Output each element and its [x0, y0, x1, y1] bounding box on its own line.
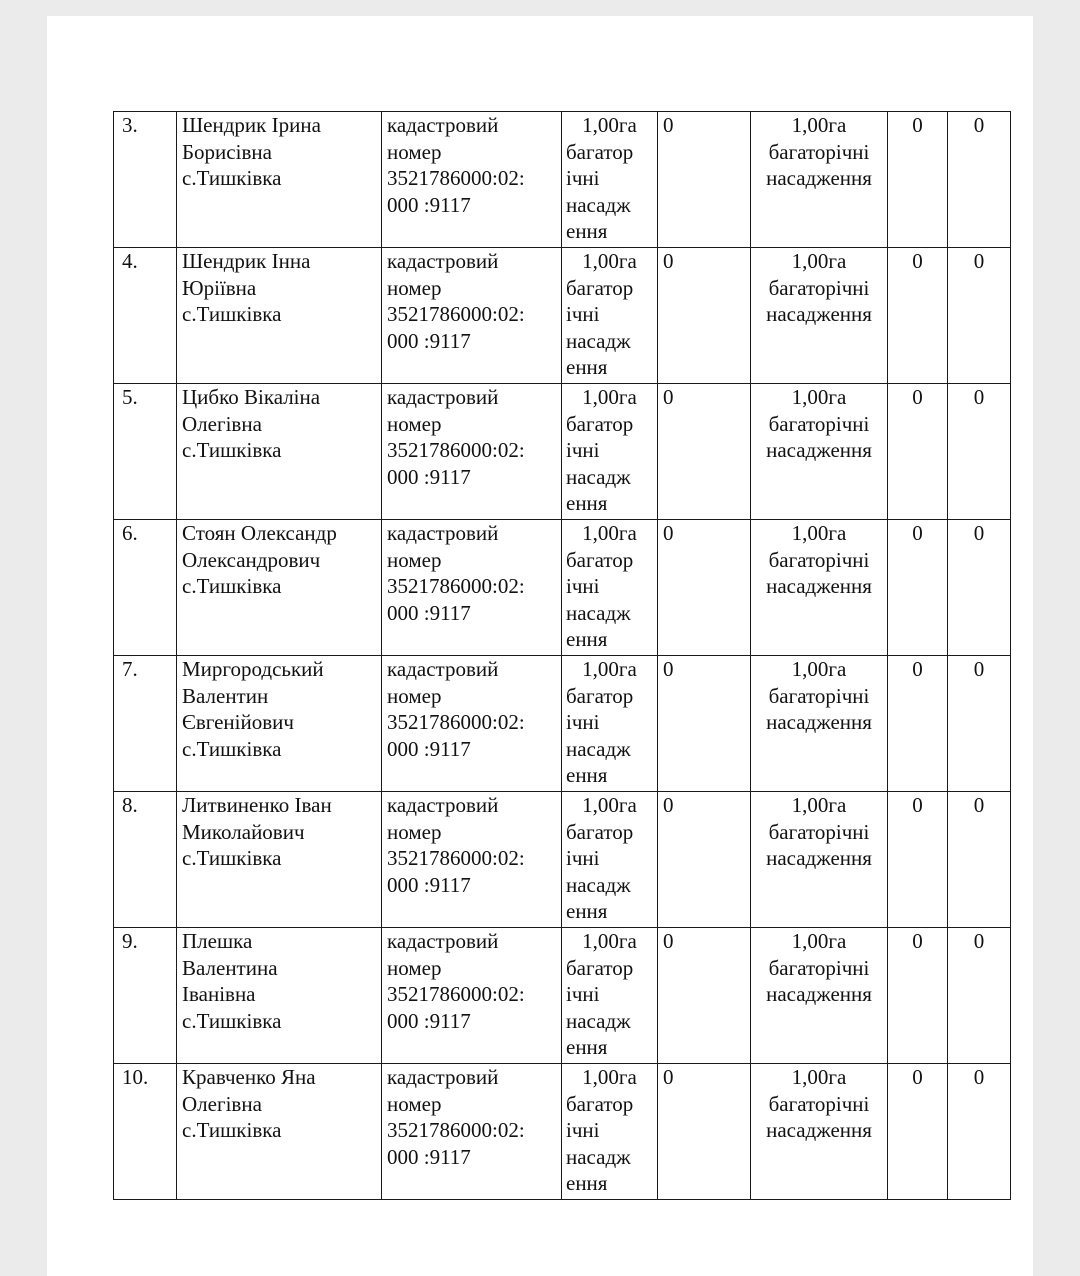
- value-cell-b: 0: [948, 384, 1011, 520]
- cadastral-line: 3521786000:02:: [387, 574, 525, 598]
- table-row: [114, 112, 1011, 248]
- row-number: 9.: [114, 928, 177, 1064]
- area-line: багатор: [566, 819, 634, 844]
- area-line: ічні: [566, 438, 600, 462]
- area-line: багатор: [566, 547, 634, 572]
- land-type-line: насадження: [766, 302, 872, 326]
- value-cell-a: 0: [888, 248, 948, 384]
- owner-name-cell: [177, 112, 382, 248]
- owner-name-line: Олегівна: [182, 411, 262, 436]
- cadastral-cell: [382, 1064, 562, 1200]
- land-type-line: багаторічні: [768, 683, 870, 708]
- owner-village: с.Тишківка: [182, 736, 282, 761]
- owner-name-cell: [177, 792, 382, 928]
- cadastral-line: номер: [387, 547, 442, 572]
- owner-name-cell: [177, 248, 382, 384]
- row-number: 7.: [114, 656, 177, 792]
- cadastral-line: номер: [387, 955, 442, 980]
- zero-cell: 0: [658, 1064, 751, 1200]
- cadastral-line: 3521786000:02:: [387, 982, 525, 1006]
- value-cell-b: 0: [948, 520, 1011, 656]
- land-type-cell: [751, 792, 888, 928]
- area-line: 1,00га: [582, 113, 637, 137]
- cadastral-line: номер: [387, 411, 442, 436]
- area-line: 1,00га: [582, 657, 637, 681]
- area-line: ічні: [566, 710, 600, 734]
- owner-name-line: Євгенійович: [182, 710, 294, 734]
- cadastral-line: кадастровий: [387, 385, 499, 409]
- land-type-line: насадження: [766, 710, 872, 734]
- cadastral-line: 3521786000:02:: [387, 166, 525, 190]
- land-type-line: багаторічні: [768, 1091, 870, 1116]
- table-row: [114, 520, 1011, 656]
- land-type-line: багаторічні: [768, 139, 870, 164]
- land-type-cell: [751, 112, 888, 248]
- owner-village: с.Тишківка: [182, 1008, 282, 1033]
- area-line: ення: [566, 355, 608, 379]
- owner-village: с.Тишківка: [182, 846, 282, 870]
- land-type-line: насадження: [766, 1118, 872, 1142]
- owner-name-cell: [177, 656, 382, 792]
- owner-name-cell: [177, 1064, 382, 1200]
- area-line: ічні: [566, 574, 600, 598]
- row-number: 3.: [114, 112, 177, 248]
- land-type-line: насадження: [766, 166, 872, 190]
- owner-name-line: Стоян Олександр: [182, 521, 337, 545]
- land-type-line: 1,00га: [791, 249, 847, 273]
- owner-name-line: Плешка: [182, 929, 253, 953]
- cadastral-line: 000 :9117: [387, 192, 471, 217]
- area-line: ічні: [566, 846, 600, 870]
- area-line: ення: [566, 763, 608, 787]
- land-type-cell: [751, 248, 888, 384]
- row-number: 8.: [114, 792, 177, 928]
- zero-cell: 0: [658, 112, 751, 248]
- area-line: багатор: [566, 139, 634, 164]
- value-cell-a: 0: [888, 384, 948, 520]
- area-line: багатор: [566, 1091, 634, 1116]
- table-row: [114, 928, 1011, 1064]
- cadastral-line: 3521786000:02:: [387, 846, 525, 870]
- owner-name-line: Миколайович: [182, 819, 305, 844]
- cadastral-line: кадастровий: [387, 657, 499, 681]
- area-cell: [562, 792, 658, 928]
- land-type-line: багаторічні: [768, 819, 870, 844]
- cadastral-line: 000 :9117: [387, 1008, 471, 1033]
- cadastral-cell: [382, 520, 562, 656]
- land-type-line: 1,00га: [791, 385, 847, 409]
- area-line: насадж: [566, 1008, 631, 1033]
- land-type-line: багаторічні: [768, 547, 870, 572]
- cadastral-line: 000 :9117: [387, 1144, 471, 1169]
- row-number: 10.: [114, 1064, 177, 1200]
- cadastral-line: номер: [387, 1091, 442, 1116]
- area-line: багатор: [566, 683, 634, 708]
- owner-name-cell: [177, 928, 382, 1064]
- value-cell-b: 0: [948, 112, 1011, 248]
- land-type-line: 1,00га: [791, 657, 847, 681]
- land-allocation-table: [113, 111, 1011, 1200]
- area-line: ення: [566, 899, 608, 923]
- land-type-line: багаторічні: [768, 955, 870, 980]
- area-cell: [562, 112, 658, 248]
- cadastral-line: 3521786000:02:: [387, 302, 525, 326]
- cadastral-line: 3521786000:02:: [387, 710, 525, 734]
- zero-cell: 0: [658, 248, 751, 384]
- owner-name-cell: [177, 520, 382, 656]
- value-cell-b: 0: [948, 656, 1011, 792]
- owner-name-line: Валентин: [182, 683, 269, 708]
- cadastral-cell: [382, 384, 562, 520]
- area-line: 1,00га: [582, 249, 637, 273]
- area-line: 1,00га: [582, 385, 637, 409]
- owner-name-line: Литвиненко Іван: [182, 793, 332, 817]
- land-type-cell: [751, 520, 888, 656]
- row-number: 5.: [114, 384, 177, 520]
- table-body: [114, 112, 1011, 1200]
- area-line: насадж: [566, 600, 631, 625]
- value-cell-b: 0: [948, 928, 1011, 1064]
- row-number: 4.: [114, 248, 177, 384]
- cadastral-line: кадастровий: [387, 113, 499, 137]
- cadastral-line: 000 :9117: [387, 328, 471, 353]
- area-line: насадж: [566, 736, 631, 761]
- owner-village: с.Тишківка: [182, 438, 282, 462]
- area-line: 1,00га: [582, 793, 637, 817]
- land-type-line: 1,00га: [791, 521, 847, 545]
- owner-name-line: Борисівна: [182, 139, 272, 164]
- owner-village: с.Тишківка: [182, 302, 282, 326]
- land-type-line: 1,00га: [791, 1065, 847, 1089]
- land-type-line: насадження: [766, 574, 872, 598]
- table-row: [114, 792, 1011, 928]
- cadastral-cell: [382, 928, 562, 1064]
- value-cell-a: 0: [888, 112, 948, 248]
- land-type-line: багаторічні: [768, 411, 870, 436]
- table-row: [114, 656, 1011, 792]
- cadastral-line: 3521786000:02:: [387, 1118, 525, 1142]
- area-line: ічні: [566, 166, 600, 190]
- land-type-cell: [751, 384, 888, 520]
- area-line: багатор: [566, 955, 634, 980]
- cadastral-line: кадастровий: [387, 521, 499, 545]
- land-type-cell: [751, 1064, 888, 1200]
- value-cell-a: 0: [888, 928, 948, 1064]
- land-type-line: насадження: [766, 846, 872, 870]
- owner-village: с.Тишківка: [182, 166, 282, 190]
- owner-name-line: Іванівна: [182, 982, 256, 1006]
- owner-name-line: Шендрик Ірина: [182, 113, 321, 137]
- area-cell: [562, 656, 658, 792]
- land-type-cell: [751, 928, 888, 1064]
- row-number: 6.: [114, 520, 177, 656]
- area-line: ічні: [566, 982, 600, 1006]
- cadastral-cell: [382, 656, 562, 792]
- area-cell: [562, 384, 658, 520]
- land-type-line: 1,00га: [791, 793, 847, 817]
- owner-name-cell: [177, 384, 382, 520]
- cadastral-line: 000 :9117: [387, 600, 471, 625]
- cadastral-line: номер: [387, 275, 442, 300]
- cadastral-line: кадастровий: [387, 929, 499, 953]
- area-line: багатор: [566, 275, 634, 300]
- area-cell: [562, 248, 658, 384]
- area-line: ення: [566, 219, 608, 243]
- owner-name-line: Кравченко Яна: [182, 1065, 316, 1089]
- area-line: насадж: [566, 1144, 631, 1169]
- area-line: ічні: [566, 302, 600, 326]
- owner-name-line: Олегівна: [182, 1091, 262, 1116]
- owner-name-line: Цибко Вікаліна: [182, 385, 321, 409]
- area-cell: [562, 520, 658, 656]
- area-line: ення: [566, 627, 608, 651]
- zero-cell: 0: [658, 928, 751, 1064]
- table-row: [114, 384, 1011, 520]
- value-cell-a: 0: [888, 520, 948, 656]
- zero-cell: 0: [658, 384, 751, 520]
- cadastral-line: 000 :9117: [387, 736, 471, 761]
- cadastral-cell: [382, 248, 562, 384]
- area-cell: [562, 928, 658, 1064]
- value-cell-a: 0: [888, 1064, 948, 1200]
- cadastral-line: 3521786000:02:: [387, 438, 525, 462]
- area-cell: [562, 1064, 658, 1200]
- area-line: 1,00га: [582, 1065, 637, 1089]
- area-line: ення: [566, 491, 608, 515]
- table-row: [114, 248, 1011, 384]
- value-cell-a: 0: [888, 792, 948, 928]
- area-line: 1,00га: [582, 521, 637, 545]
- owner-name-line: Олександрович: [182, 547, 321, 572]
- zero-cell: 0: [658, 520, 751, 656]
- owner-name-line: Юріївна: [182, 275, 257, 300]
- cadastral-line: кадастровий: [387, 793, 499, 817]
- value-cell-b: 0: [948, 792, 1011, 928]
- value-cell-a: 0: [888, 656, 948, 792]
- cadastral-line: 000 :9117: [387, 872, 471, 897]
- area-line: ення: [566, 1171, 608, 1195]
- zero-cell: 0: [658, 656, 751, 792]
- land-type-line: насадження: [766, 438, 872, 462]
- land-type-line: 1,00га: [791, 113, 847, 137]
- owner-village: с.Тишківка: [182, 574, 282, 598]
- owner-name-line: Миргородський: [182, 657, 324, 681]
- cadastral-line: номер: [387, 683, 442, 708]
- cadastral-line: 000 :9117: [387, 464, 471, 489]
- cadastral-line: кадастровий: [387, 1065, 499, 1089]
- land-type-line: багаторічні: [768, 275, 870, 300]
- owner-name-line: Валентина: [182, 955, 278, 980]
- area-line: багатор: [566, 411, 634, 436]
- area-line: насадж: [566, 464, 631, 489]
- area-line: насадж: [566, 872, 631, 897]
- cadastral-cell: [382, 792, 562, 928]
- land-type-line: 1,00га: [791, 929, 847, 953]
- cadastral-line: номер: [387, 819, 442, 844]
- table-row: [114, 1064, 1011, 1200]
- cadastral-cell: [382, 112, 562, 248]
- area-line: ення: [566, 1035, 608, 1059]
- area-line: 1,00га: [582, 929, 637, 953]
- area-line: насадж: [566, 192, 631, 217]
- land-type-line: насадження: [766, 982, 872, 1006]
- value-cell-b: 0: [948, 1064, 1011, 1200]
- area-line: ічні: [566, 1118, 600, 1142]
- cadastral-line: кадастровий: [387, 249, 499, 273]
- value-cell-b: 0: [948, 248, 1011, 384]
- cadastral-line: номер: [387, 139, 442, 164]
- land-type-cell: [751, 656, 888, 792]
- owner-name-line: Шендрик Інна: [182, 249, 311, 273]
- area-line: насадж: [566, 328, 631, 353]
- owner-village: с.Тишківка: [182, 1118, 282, 1142]
- zero-cell: 0: [658, 792, 751, 928]
